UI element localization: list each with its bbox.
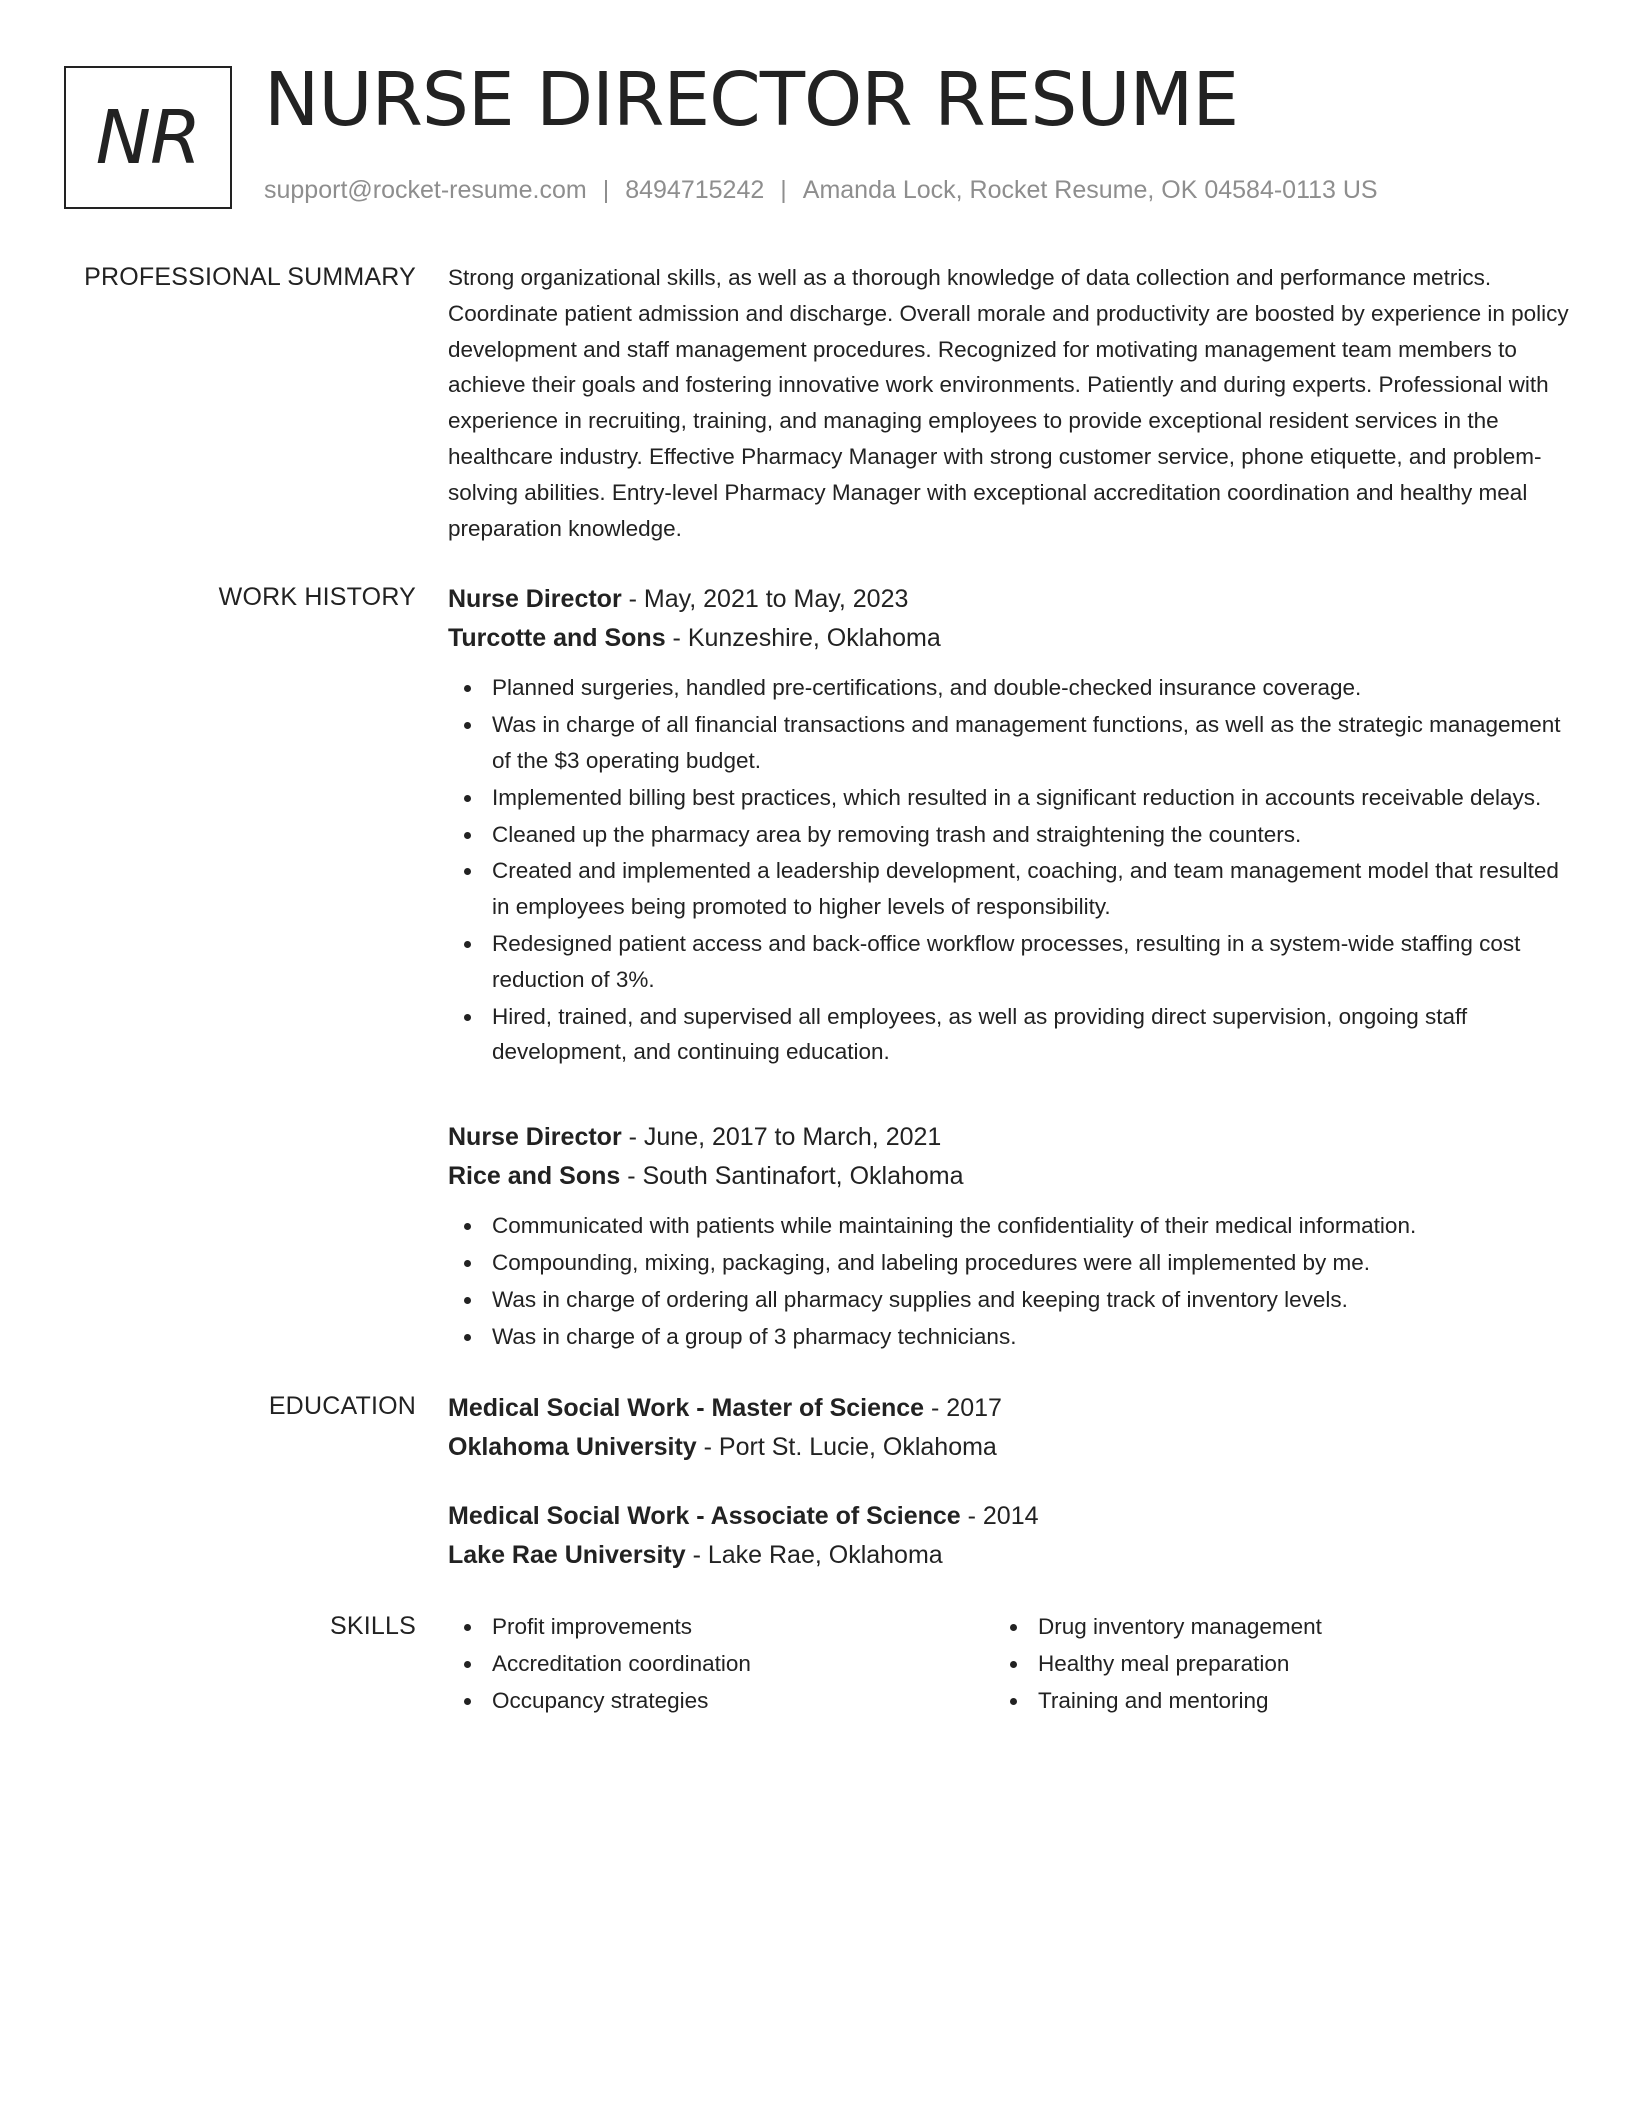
section-label: WORK HISTORY (218, 583, 416, 612)
contact-line (264, 174, 1378, 207)
education-degree-line (448, 1389, 1574, 1428)
education-location: - Lake Rae, Oklahoma (685, 1541, 943, 1570)
section-label: SKILLS (330, 1612, 416, 1641)
list-item: Profit improvements (448, 1609, 994, 1645)
education-degree: Medical Social Work - Master of Science (448, 1394, 925, 1423)
monogram-initials: NR (95, 94, 201, 181)
education-degree: Medical Social Work - Associate of Science (448, 1502, 961, 1531)
section-label: EDUCATION (268, 1392, 416, 1421)
list-item: Created and implemented a leadership development, coaching, and team management model that resulted in employees being promoted to higher levels of responsibility. (448, 853, 1574, 925)
section-work-history (64, 580, 1574, 1355)
list-item: Communicated with patients while maintaining the confidentiality of their medical information. (448, 1208, 1574, 1244)
list-item: Drug inventory management (994, 1609, 1540, 1645)
job-title-line (448, 580, 1574, 619)
job-location: - Kunzeshire, Oklahoma (665, 624, 941, 653)
job-company-line (448, 1157, 1574, 1196)
list-item: Healthy meal preparation (994, 1646, 1540, 1682)
list-item: Planned surgeries, handled pre-certifications, and double-checked insurance coverage. (448, 670, 1574, 706)
contact-email[interactable]: support@rocket-resume.com (264, 176, 587, 204)
job-bullets (448, 670, 1574, 1070)
list-item: Redesigned patient access and back-office workflow processes, resulting in a system-wide staffing cost reduction of 3%. (448, 926, 1574, 998)
contact-separator: | (602, 176, 610, 204)
list-item: Was in charge of ordering all pharmacy supplies and keeping track of inventory levels. (448, 1282, 1574, 1318)
job-title: Nurse Director (448, 585, 622, 614)
list-item: Accreditation coordination (448, 1646, 994, 1682)
section-body (416, 580, 1574, 1355)
list-item: Was in charge of all financial transactions and management functions, as well as the strategic management of the $3 operating budget. (448, 707, 1574, 779)
job-dates: - May, 2021 to May, 2023 (621, 585, 909, 614)
contact-address: Amanda Lock, Rocket Resume, OK 04584-0113 US (802, 176, 1378, 204)
education-entry (448, 1389, 1574, 1467)
job-dates: - June, 2017 to March, 2021 (621, 1123, 942, 1152)
contact-separator: | (780, 176, 787, 204)
education-location: - Port St. Lucie, Oklahoma (696, 1433, 997, 1462)
job-company-line (448, 619, 1574, 658)
summary-text: Strong organizational skills, as well as a thorough knowledge of data collection and performance metrics. Coordinate patient admission and discharge. Overall morale and productivity are boosted by experience in policy development and staff management procedures. Recognized for motivating management team members to achieve their goals and fostering innovative work environments. Patiently and during experts. Professional with experience in recruiting, training, and managing employees to provide exceptional resident services in the healthcare industry. Effective Pharmacy Manager with strong customer service, phone etiquette, and problem-solving abilities. Entry-level Pharmacy Manager with exceptional accreditation coordination and healthy meal preparation knowledge. (448, 265, 1569, 541)
list-item: Hired, trained, and supervised all employees, as well as providing direct supervision, ongoing staff development, and continuing education. (448, 999, 1574, 1071)
section-body (416, 260, 1574, 546)
list-item: Implemented billing best practices, which resulted in a significant reduction in accounts receivable delays. (448, 780, 1574, 816)
job-title-line (448, 1118, 1574, 1157)
list-item: Cleaned up the pharmacy area by removing trash and straightening the counters. (448, 817, 1574, 853)
education-degree-line (448, 1497, 1574, 1536)
education-school-line (448, 1428, 1574, 1467)
section-body (416, 1389, 1574, 1575)
education-year: - 2014 (960, 1502, 1039, 1531)
section-label: PROFESSIONAL SUMMARY (84, 263, 416, 291)
section-body (416, 1609, 1574, 1719)
job-title: Nurse Director (448, 1123, 622, 1152)
list-item: Was in charge of a group of 3 pharmacy technicians. (448, 1319, 1574, 1355)
job-bullets (448, 1208, 1574, 1354)
list-item: Compounding, mixing, packaging, and labeling procedures were all implemented by me. (448, 1245, 1574, 1281)
job-entry (448, 1118, 1574, 1354)
education-school-line (448, 1536, 1574, 1575)
job-company: Turcotte and Sons (448, 624, 666, 653)
section-skills (64, 1609, 1574, 1719)
education-year: - 2017 (924, 1394, 1002, 1423)
job-entry (448, 580, 1574, 1070)
education-school: Lake Rae University (448, 1541, 686, 1570)
list-item: Occupancy strategies (448, 1683, 994, 1719)
section-professional-summary (64, 260, 1574, 546)
contact-phone[interactable]: 8494715242 (625, 176, 765, 204)
skills-grid (448, 1609, 1574, 1719)
section-education (64, 1389, 1574, 1575)
resume-content (64, 260, 1574, 1754)
monogram-logo (64, 66, 232, 209)
education-school: Oklahoma University (448, 1433, 697, 1462)
page-title: NURSE DIRECTOR RESUME (264, 57, 1239, 143)
education-entry (448, 1497, 1574, 1575)
job-location: - South Santinafort, Oklahoma (620, 1162, 964, 1191)
skills-column-right (994, 1609, 1540, 1719)
job-company: Rice and Sons (448, 1162, 621, 1191)
skills-column-left (448, 1609, 994, 1719)
list-item: Training and mentoring (994, 1683, 1540, 1719)
